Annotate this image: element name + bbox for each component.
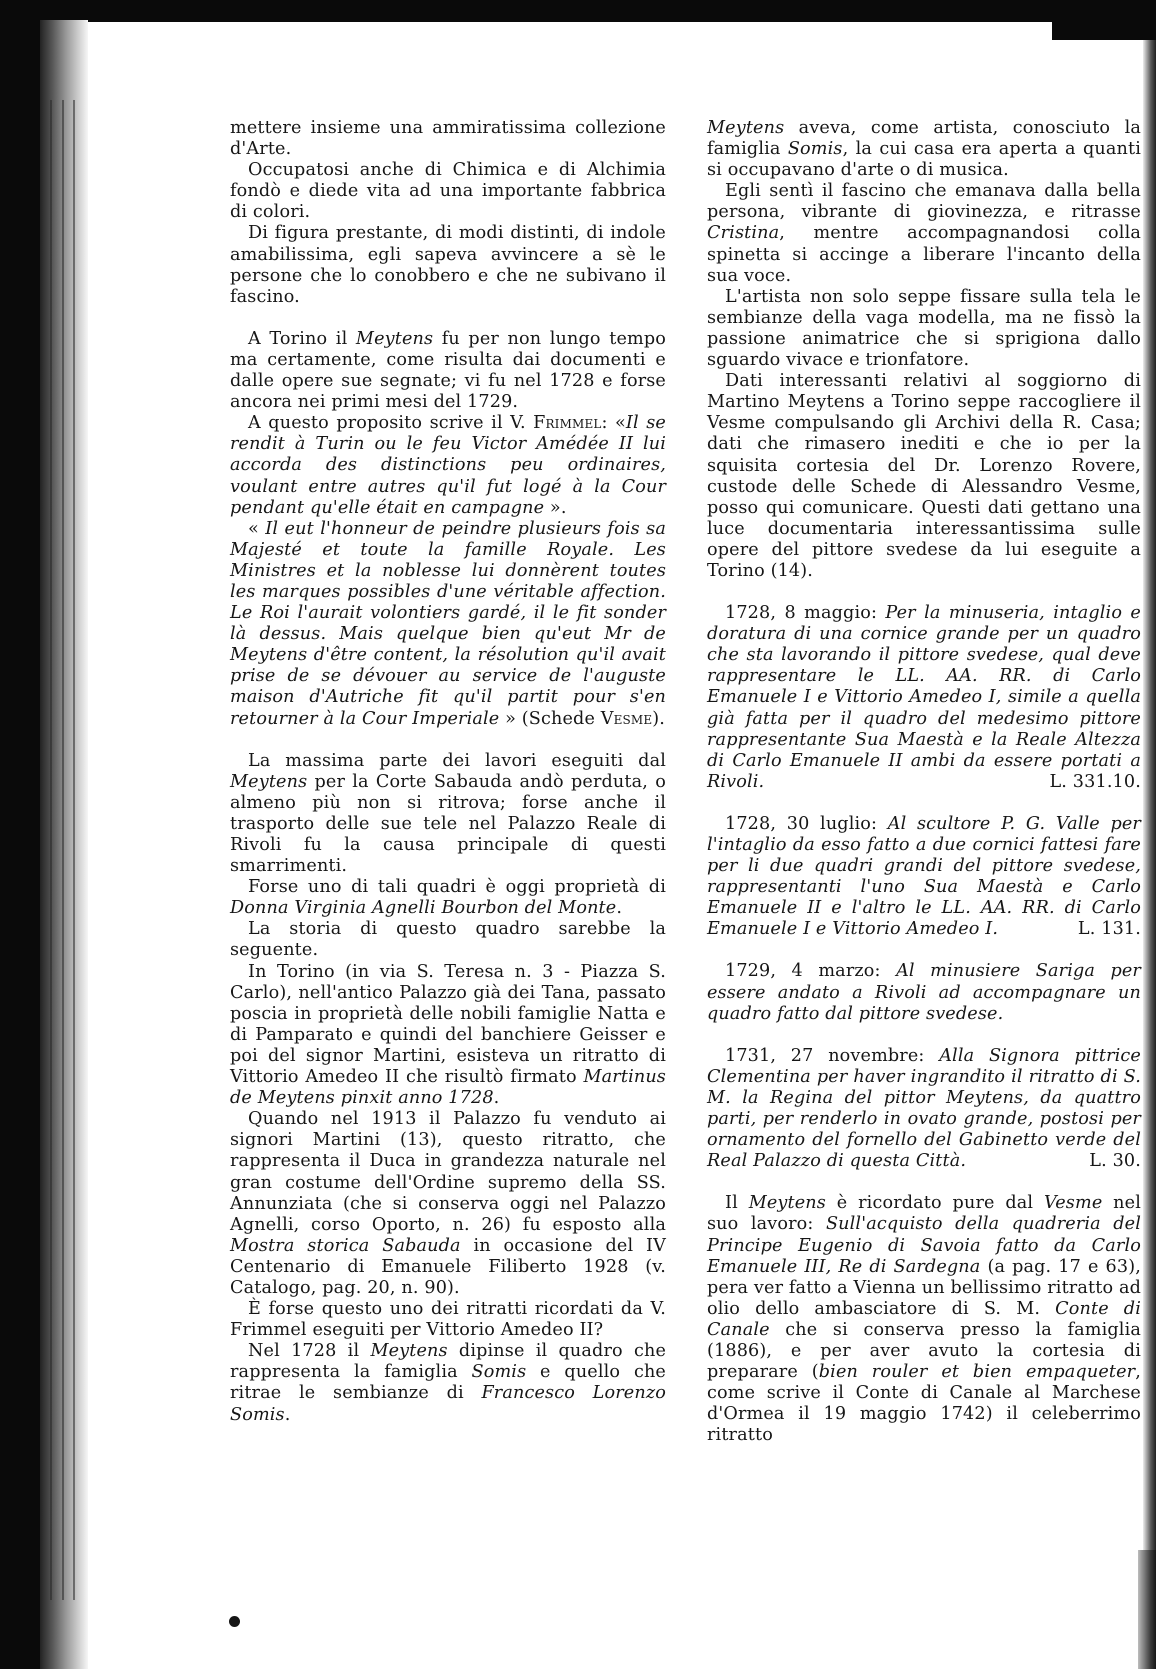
scan-border-top [0,0,1156,22]
paragraph: Nel 1728 il Meytens dipinse il quadro che rappresenta la famiglia Somis e quello che ritrae le sembianze di Francesco Lorenzo Somis. [230,1341,667,1425]
paragraph: Occupatosi anche di Chimica e di Alchimia fondò e diede vita ad una importante fabbrica di colori. [230,160,666,223]
left-column [230,118,666,1426]
paragraph: È forse questo uno dei ritratti ricordati da V. Frimmel eseguiti per Vittorio Amedeo II? [230,1299,666,1341]
book-spine-shadow [40,20,88,1669]
paragraph: Forse uno di tali quadri è oggi proprietà di Donna Virginia Agnelli Bourbon del Monte. [230,877,666,919]
right-column [707,118,1141,1446]
paragraph: A questo proposito scrive il V. Frimmel: «Il se rendit à Turin ou le feu Victor Amédée II lui accorda des distinctions peu ordinaires, voulant entre autres qu'il fut logé à la Cour pendant qu'elle était en campagne ». [230,413,666,518]
paragraph: In Torino (in via S. Teresa n. 3 - Piazza S. Carlo), nell'antico Palazzo già dei Tana, passato poscia in proprietà delle nobili famiglie Natta e di Pamparato e quindi del banchiere Geisser e poi del signor Martini, esisteva un ritratto di Vittorio Amedeo II che risultò firmato Martinus de Meytens pinxit anno 1728. [230,961,666,1109]
archive-entry: 1728, 30 luglio: Al scultore P. G. Valle per l'intaglio da esso fatto a due cornici fattesi fare per li due quadri grandi del pittore svedese, rappresentanti l'uno Sua Maestà e Carlo Emanuele II e l'altro le LL. AA. RR. di Carlo Emanuele I e Vittorio Amedeo I. L. 131. [707,813,1141,940]
archive-entry: 1731, 27 novembre: Alla Signora pittrice Clementina per haver ingrandito il ritratto di S. M. la Regina del pittor Meytens, da quattro parti, per renderlo in ovato grande, postosi per ornamento del fornello del Gabinetto verde del Real Palazzo di questa Città. L. 30. [707,1045,1141,1172]
spine-crease [73,100,75,1600]
paragraph: L'artista non solo seppe fissare sulla tela le sembianze della vaga modella, ma ne fissò la passione animatrice che si sprigiona dallo sguardo vivace e trionfatore. [707,286,1141,371]
scan-border-right [1143,40,1156,1669]
spine-crease [50,100,52,1600]
spacer [230,308,666,329]
spacer [707,793,1141,814]
paragraph: Di figura prestante, di modi distinti, di indole amabilissima, egli sapeva avvincere a sè le persone che lo conobbero e che ne subivano il fascino. [230,223,666,307]
paragraph: « Il eut l'honneur de peindre plusieurs fois sa Majesté et toute la famille Royale. Les Ministres et la noblesse lui donnèrent toutes les marques possibles d'une véritable affection. Le Roi l'aurait volontiers gardé, il le fit sonder là dessus. Mais quelque bien qu'eut Mr de Meytens d'être content, la résolution qu'il avait prise de se dévouer au service de l'auguste maison d'Autriche fit qu'il partit pour s'en retourner à la Cour Imperiale » (Schede Vesme). [230,518,666,729]
paragraph: Meytens aveva, come artista, conosciuto la famiglia Somis, la cui casa era aperta a quanti si occupavano d'arte o di musica. [707,118,1141,181]
spacer [707,1025,1141,1046]
spacer [707,1172,1141,1193]
paragraph: Il Meytens è ricordato pure dal Vesme nel suo lavoro: Sull'acquisto della quadreria del Principe Eugenio di Savoia fatto da Carlo Emanuele III, Re di Sardegna (a pag. 17 e 63), pera ver fatto a Vienna un bellissimo ritratto ad olio dello ambasciatore di S. M. Conte di Canale che si conserva presso la famiglia (1886), e per aver avuto la cortesia di preparare (bien rouler et bien empaqueter, come scrive il Conte di Canale al Marchese d'Ormea il 19 maggio 1742) il celeberrimo ritratto [707,1193,1142,1446]
paragraph: Quando nel 1913 il Palazzo fu venduto ai signori Martini (13), questo ritratto, che rappresenta il Duca in grandezza naturale nel gran costume dell'Ordine supremo della SS. Annunziata (che si conserva oggi nel Palazzo Agnelli, corso Oporto, n. 26) fu esposto alla Mostra storica Sabauda in occasione del IV Centenario di Emanuele Filiberto 1928 (v. Catalogo, pag. 20, n. 90). [230,1109,666,1298]
spacer [230,730,666,751]
scan-border-left [0,0,40,1669]
paragraph: A Torino il Meytens fu per non lungo tempo ma certamente, come risulta dai documenti e dalle opere sue segnate; vi fu nel 1728 e forse ancora nei primi mesi del 1729. [230,328,666,413]
spacer [707,940,1141,961]
paragraph: La massima parte dei lavori eseguiti dal Meytens per la Corte Sabauda andò perduta, o almeno più non si ritrova; forse anche il trasporto delle sue tele nel Palazzo Reale di Rivoli fu la causa principale di questi smarrimenti. [230,750,666,877]
scan-border-right-bottom [1138,1550,1156,1669]
archive-entry: 1729, 4 marzo: Al minusiere Sariga per essere andato a Rivoli ad accompagnare un quadro fatto dal pittore svedese. [707,961,1141,1024]
spacer [707,582,1141,603]
paragraph: La storia di questo quadro sarebbe la seguente. [230,919,666,961]
page-folio-mark [229,1616,240,1627]
scan-border-top-notch [1052,22,1156,40]
paragraph: Dati interessanti relativi al soggiorno di Martino Meytens a Torino seppe raccogliere il Vesme compulsando gli Archivi della R. Casa; dati che rimasero inediti e che io per la squisita cortesia del Dr. Lorenzo Rovere, custode delle Schede di Alessandro Vesme, posso qui comunicare. Questi dati gettano una luce documentaria interessantissima sulle opere del pittore svedese da lui eseguite a Torino (14). [707,371,1141,581]
paragraph: mettere insieme una ammiratissima collezione d'Arte. [230,118,666,160]
archive-entry: 1728, 8 maggio: Per la minuseria, intaglio e doratura di una cornice grande per un quadro che sta lavorando il pittore svedese, qual deve rappresentare le LL. AA. RR. di Carlo Emanuele I e Vittorio Amedeo I, simile a quella già fatta per il quadro del medesimo pittore rappresentante Sua Maestà e la Reale Altezza di Carlo Emanuele II ambi da essere portati a Rivoli. L. 331.10. [707,603,1141,792]
spine-crease [62,100,64,1600]
paragraph: Egli sentì il fascino che emanava dalla bella persona, vibrante di giovinezza, e ritrasse Cristina, mentre accompagnandosi colla spinetta si accinge a liberare l'incanto della sua voce. [707,181,1141,286]
